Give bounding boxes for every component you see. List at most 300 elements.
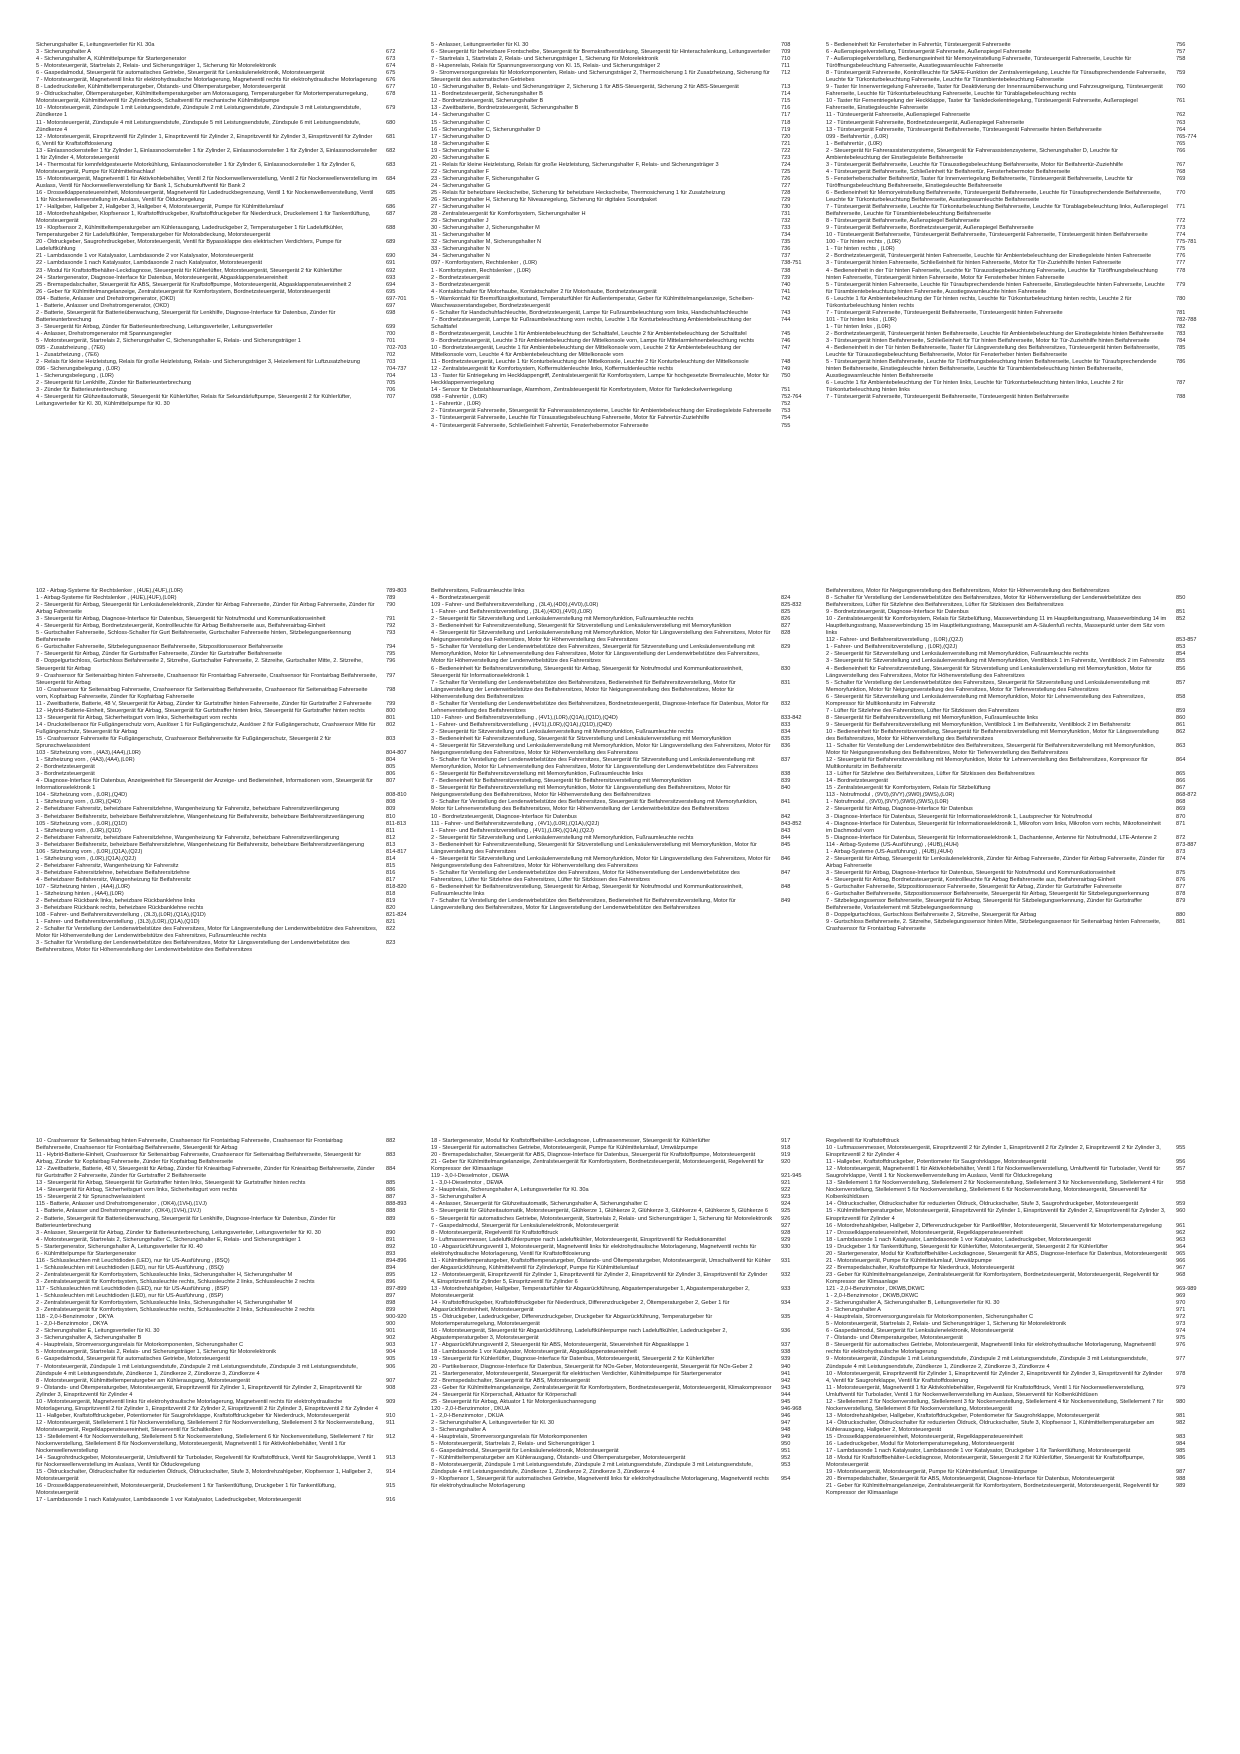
entry-title: 113 - Notrufmodul , (9V0),(9VY),(9W0),(9WS),(L0R) [826, 792, 955, 799]
index-entry [826, 282, 1206, 296]
entry-title: 19 - Steuergerät für Kühlerlüfter, Diagnose-Interface für Datenbus, Motorsteuergerät, Steuergerät 2 für Kühlerlüfter [431, 1356, 715, 1363]
index-entry [826, 792, 1206, 799]
entry-title: 30 - Sicherungshalter J, Sicherungshalter M [431, 225, 540, 232]
entry-page: 814-817 [386, 848, 407, 855]
entry-page: 703 [386, 359, 396, 366]
index-entry [431, 105, 811, 112]
index-entry [431, 1420, 811, 1427]
entry-title: Sicherungshalter E, Leitungsverteiler für Kl. 30a [36, 42, 155, 48]
entry-page: 778 [1176, 267, 1186, 274]
entry-title: 5 - Gurtschalter Fahrerseite, Sitzpositionssensor Fahrerseite, Steuergerät für Airbag, Zünder für Gurtstraffer Fahrerseite [826, 883, 1122, 890]
index-entry [826, 722, 1206, 729]
index-entry [431, 387, 811, 394]
entry-page: 905 [386, 1356, 396, 1363]
index-entry [36, 792, 416, 799]
index-entry [431, 84, 811, 91]
index-entry [36, 919, 416, 926]
entry-title: 2 - Türsteuergerät Fahrerseite, Steuergerät für Fahrerassistenzsysteme, Leuchte für Ambientebeleuchtung der Einstiegsleiste Fahrerseite [431, 408, 772, 415]
entry-page: 825 [781, 609, 791, 616]
entry-title: 8 - Steuergerät für Beifahrersitzverstellung mit Memoryfunktion, Motor für Längsverstellung des Beifahrersitzes, Motor für Neigungsverstellung des Beifahrersitzes, Motor für Höhenverstellung des Beifahrersitzes [431, 785, 731, 799]
index-entry [431, 1159, 811, 1173]
index-entry [36, 799, 416, 806]
index-entry [826, 84, 1206, 98]
index-entry [431, 98, 811, 105]
entry-page: 788 [1176, 394, 1186, 401]
entry-title: 5 - Bedieneinheit für Fensterheber in Fahrertür, Türsteuergerät Fahrerseite [826, 42, 1011, 48]
entry-title: 14 - Bordnetzsteuergerät [826, 778, 888, 785]
entry-title: 2 - Hauptrelais, Sicherungshalter A, Leitungsverteiler für Kl. 30a [431, 1187, 589, 1194]
entry-page: 739 [781, 274, 791, 281]
entry-title: 3 - Türsteuergerät Beifahrerseite, Leuchte für Türausstiegsbeleuchtung Beifahrerseite, Motor für Beifahrertür-Zuziehhilfe [826, 161, 1124, 168]
entry-page: 923 [781, 1194, 791, 1201]
entry-title: 1 - Schlussleuchten mit Leuchtdioden (LED), nur für US-Ausführung , (8SP) [36, 1293, 224, 1300]
index-entry [826, 1166, 1206, 1180]
entry-title: 4 - Sicherungshalter A, Kühlmittelpumpe für Startergenerator [36, 56, 187, 63]
entry-title: 19 - Steuergerät für automatisches Getriebe, Motorsteuergerät, Pumpe für Kühlmittelumlauf, Umwälzpumpe [431, 1145, 698, 1152]
entry-page: 705 [386, 380, 396, 387]
entry-title: 13 - Stellelement 4 für Nockenverstellung, Stellelement 5 für Nockenverstellung, Stellelement 6 für Nockenverstellung, Stellelement 7 für Nockenverstellung, Stellelement 8 für Nockenverstellung, Motorsteuergerät, Magnetventil 1 für Aktivkohlebehälter, Ventil 1 für Nockenwellenverstellung [36, 1433, 374, 1455]
entry-page: 928 [781, 1229, 791, 1236]
index-entry [826, 785, 1206, 792]
index-entry [36, 1279, 416, 1286]
entry-title: 115 - Batterie, Anlasser und Drehstromgenerator , (OK4),(1VH),(1VJ) [36, 1201, 207, 1208]
entry-title: 8 - Ladedrucksteller, Kühlmitteltemperaturgeber, Ölstands- und Öltemperaturgeber, Motorsteuergerät [36, 84, 286, 91]
entry-page: 985 [1176, 1448, 1186, 1455]
entry-page: 735 [781, 239, 791, 246]
index-entry [431, 701, 811, 715]
entry-page: 883 [386, 1152, 396, 1159]
index-entry [431, 814, 811, 821]
index-entry [431, 630, 811, 644]
index-entry [431, 310, 811, 317]
entry-page: 830 [781, 665, 791, 672]
entry-page: 807 [386, 778, 396, 785]
entry-title: 11 - Motorsteuergerät, Magnetventil 1 für Aktivkohlebehälter, Regelventil für Kraftstoffdruck, Ventil 1 für Nockenwellenverstellung, Umluftventil für Turbolader, Ventil 1 für Nockenwellenverstellung im Auslass, Steuerventil für Kolbenkühldüsen [826, 1384, 1145, 1398]
index-entry [826, 260, 1206, 267]
entry-page: 800 [386, 707, 396, 714]
entry-title: 1 - Tür hinten links , (L0R) [826, 323, 891, 330]
index-entry [36, 260, 416, 267]
entry-title: 5 - Motorsteuergerät, Startrelais 2, Relais- und Sicherungsträger 1 [431, 1441, 595, 1448]
entry-title: 9 - Stromversorgungsrelais für Motorkomponenten, Relais- und Sicherungsträger 2, Thermosicherung 1 für Zusatzheizung, Sicherung für Steuergerät des automatischen Getriebes [431, 70, 770, 84]
entry-page: 828 [781, 630, 791, 637]
index-entry [826, 1159, 1206, 1166]
index-entry [431, 666, 811, 680]
index-entry [36, 828, 416, 835]
entry-title: 23 - Modul für Kraftstoffbehälter-Leckdiagnose, Steuergerät für Kühlerlüfter, Motorsteuergerät, Steuergerät 2 für Kühlerlüfter [36, 267, 343, 274]
entry-title: 3 - Steuergerät für Airbag, Diagnose-Interface für Datenbus, Steuergerät für Notrufmodul und Kommunikationseinheit [36, 616, 326, 623]
index-entry [826, 1455, 1206, 1469]
index-entry [36, 1187, 416, 1194]
index-section-3 [36, 1138, 1206, 1718]
entry-title: 4 - Diagnose-Interface für Datenbus, Anzeigeeinheit für Steuergerät der Anzeige- und Bedieneinheit, Informationen vorn, Steuergerät für Informationselektronik 1 [36, 778, 373, 792]
index-entry [826, 1314, 1206, 1321]
index-entry [826, 1371, 1206, 1385]
entry-title: 3 - Bedieneinheit für Fahrersitzverstellung, Steuergerät für Sitzverstellung und Lenksäulenverstellung mit Memoryfunktion, Motor für Längsverstellung des Fahrersitzes [431, 841, 757, 855]
entry-page: 873-887 [1176, 841, 1197, 848]
index-entry [36, 814, 416, 821]
entry-page: 918 [781, 1145, 791, 1152]
entry-page: 699 [386, 323, 396, 330]
entry-title: 4 - Türsteuergerät Beifahrerseite, Schließeinheit für Beifahrertür, Fensterhebermotor Beifahrerseite [826, 168, 1071, 175]
entry-title: 11 - Bordnetzsteuergerät, Leuchte 1 für Konturbeleuchtung der Mittelkonsole, Leuchte 2 für Konturbeleuchtung der Mittelkonsole [431, 359, 749, 366]
index-entry [826, 239, 1206, 246]
entry-page: 836 [781, 743, 791, 750]
entry-page: 857 [1176, 679, 1186, 686]
entry-title: 5 - Fensterheberschalter Beifahrertür, Taster für Innenverriegelung Beifahrerseite, Türsteuergerät Beifahrerseite, Leuchte für Türöffnungsbeleuchtung Beifahrerseite, Einstiegsleuchte Beifahrerseite [826, 175, 1133, 189]
index-entry [826, 232, 1206, 239]
index-entry [36, 891, 416, 898]
index-entry [826, 821, 1206, 835]
entry-page: 903 [386, 1342, 396, 1349]
entry-page: 858 [1176, 693, 1186, 700]
index-entry [36, 1497, 416, 1504]
entry-title: 5 - Anlasser, Leitungsverteiler für Kl. 30 [431, 42, 529, 48]
entry-title: 3 - Sicherungshalter A [431, 1426, 487, 1433]
entry-page: 840 [781, 785, 791, 792]
index-entry [826, 246, 1206, 253]
index-entry [431, 1399, 811, 1406]
index-entry [431, 141, 811, 148]
entry-title: 1 - Zusatzheizung , (7E6) [36, 352, 99, 359]
index-entry [36, 42, 416, 49]
entry-page: 690 [386, 253, 396, 260]
index-entry [826, 359, 1206, 380]
entry-page: 981 [1176, 1412, 1186, 1419]
index-entry [826, 141, 1206, 148]
entry-page: 685 [386, 189, 396, 196]
index-entry [36, 1314, 416, 1321]
entry-title: 7 - Lüfter für Sitzlehne des Fahrersitzes, Lüfter für Sitzkissen des Fahrersitzes [826, 707, 1020, 714]
index-entry [431, 169, 811, 176]
entry-title: 2 - Sicherungshalter E, Leitungsverteiler für Kl. 30 [36, 1328, 160, 1335]
entry-page: 782 [1176, 323, 1186, 330]
index-entry [431, 1413, 811, 1420]
entry-page: 841 [781, 799, 791, 806]
entry-title: 7 - Sitzbelegungssensor Beifahrerseite, Steuergerät für Airbag, Steuergerät für Sitzbelegungserkennung, Zünder für Gurtstraffer Beifahrerseite, Vorlastelement mit Sitzbelegungserkennung [826, 898, 1143, 912]
index-entry [431, 373, 811, 387]
index-column [826, 1138, 1206, 1718]
entry-title: 24 - Sicherungshalter G [431, 182, 491, 189]
entry-title: 4 - Kontaktschalter für Motorhaube, Kontaktschalter 2 für Motorhaube, Bordnetzsteuergerät [431, 288, 657, 295]
entry-page: 715 [781, 98, 791, 105]
index-entry [431, 401, 811, 408]
entry-title: 1 - Fahrer- und Beifahrersitzverstellung , (L0R),(Q2J) [826, 644, 958, 651]
entry-page: 955 [1176, 1145, 1186, 1152]
entry-title: 20 - Sicherungshalter E [431, 154, 490, 161]
entry-page: 701 [386, 337, 396, 344]
index-column [826, 588, 1206, 1118]
index-entry [36, 856, 416, 863]
index-entry [826, 588, 1206, 595]
index-entry [36, 289, 416, 296]
entry-title: 25 - Steuergerät für Airbag, Aktuator 1 für Motorgeräuschanregung [431, 1398, 596, 1405]
entry-title: 10 - Bedieneinheit für Beifahrersitzverstellung, Steuergerät für Beifahrersitzverstellung mit Memoryfunktion, Motor für Längsverstellung des Beifahrersitzes, Motor für Höhenverstellung des Beifahrersitzes [826, 728, 1159, 742]
entry-page: 803 [386, 735, 396, 742]
entry-title: 2 - Bordnetzsteuergerät, Türsteuergerät hinten Fahrerseite, Leuchte für Ambientebeleuchtung der Einstiegsleiste hinten Fahrerseite [826, 253, 1152, 260]
entry-page: 785 [1176, 345, 1186, 352]
entry-page [1176, 1138, 1206, 1145]
entry-title: 12 - Zentralsteuergerät für Komfortsystem, Koffermuldenleuchte links, Koffermuldenleuchte rechts [431, 366, 673, 373]
entry-title: 7 - Steuergerät für Airbag, Zünder für Gurtstraffer Fahrerseite, Zünder für Gurtstraffer Beifahrerseite [36, 651, 283, 658]
entry-title: 18 - Lambdasonde 1 vor Katalysator, Motorsteuergerät, Abgasklappensteuereinheit [431, 1349, 637, 1356]
entry-title: 16 - Drosselklappensteuereinheit, Motorsteuergerät, Druckelement 1 für Tankentlüftung, Druckgeber 1 für Tankentlüftung, Motorsteuergerät [36, 1483, 336, 1497]
index-entry [36, 715, 416, 722]
index-entry [431, 1145, 811, 1152]
index-entry [431, 616, 811, 623]
entry-page: 970 [1176, 1300, 1186, 1307]
entry-title: 5 - Schalter für Verstellung der Lendenwirbelstütze des Fahrersitzes, Motor für Höhenverstellung der Lendenwirbelstütze des Fahrersitzes, Lüfter für Sitzlehne des Fahrersitzes, Lüfter für Sitzkissen des Fahrersitzes [431, 869, 740, 883]
index-entry [36, 1328, 416, 1335]
entry-page: 695 [386, 288, 396, 295]
index-entry [431, 275, 811, 282]
index-entry [431, 1237, 811, 1244]
index-entry [431, 821, 811, 828]
index-entry [36, 1349, 416, 1356]
entry-title: 22 - Bremspedalschalter, Kraftstoffpumpe für Niederdruck, Motorsteuergerät [826, 1264, 1015, 1271]
entry-page: 808-810 [386, 792, 407, 799]
entry-page: 700 [386, 330, 396, 337]
index-entry [431, 296, 811, 310]
entry-title: 7 - Schalter für Verstellung der Lendenwirbelstütze des Beifahrersitzes, Bedieneinheit für Beifahrersitzverstellung, Motor für Längsverstellung der Lendenwirbelstütze des Beifahrersitzes, Motor für Neigungsverstellung des Beifahrersitzes, Motor für Höhenverstellung des Beifahrersitzes [431, 679, 736, 700]
entry-title: 4 - Steuergerät für Sitzverstellung und Lenksäulenverstellung mit Memoryfunktion, Motor für Längsverstellung des Fahrersitzes, Motor für Neigungsverstellung des Fahrersitzes, Motor für Höhenverstellung des Fahrersitzes [431, 743, 771, 757]
entry-page: 781 [1176, 309, 1186, 316]
index-entry [36, 1251, 416, 1258]
index-entry [36, 806, 416, 813]
entry-page: 764 [1176, 126, 1186, 133]
entry-page: 940 [781, 1363, 791, 1370]
index-section-2 [36, 588, 1206, 1118]
entry-title: 5 - Türsteuergerät hinten Beifahrerseite, Leuchte für Türöffnungsbeleuchtung hinten Beifahrerseite, Leuchte für Türaufsprechendende hinten Beifahrerseite, Einstiegsleuchte hinten Beifahrerseite, Leuchte für Türambientebeleuchtung hinten Beifahrerseite, Ausstiegswarnleuchte hinten Beifahrerseite [826, 359, 1157, 380]
index-entry [431, 225, 811, 232]
entry-title: 8 - Steuergerät für Beifahrersitzverstellung mit Memoryfunktion, Fußraumleuchte links [826, 714, 1039, 721]
entry-title: 5 - Gurtschalter Fahrerseite, Schloss-Schalter für Gurt Beifahrerseite, Gurtschalter Fahrerseite hinten, Sitzbelegungserkennung Beifahrerseite [36, 630, 351, 644]
entry-title: 7 - Kühlmitteltemperaturgeber am Kühlerausgang, Ölstands- und Öltemperaturgeber, Motorsteuergerät [431, 1455, 686, 1462]
index-entry [36, 162, 416, 176]
entry-page: 936 [781, 1328, 791, 1335]
entry-title: 2 - Steuergerät für Airbag, Steuergerät für Lenksäulenelektronik, Zünder für Airbag Fahrerseite, Zünder für Airbag Fahrerseite, Zünder für Airbag Fahrerseite [826, 855, 1165, 869]
index-entry [826, 856, 1206, 870]
entry-title: 11 - Hallgeber, Kraftstoffdruckgeber, Potentiometer für Saugrohrklappe, Kraftstoffdruckgeber für Niederdruck, Motorsteuergerät [36, 1412, 350, 1419]
entry-page: 886 [386, 1187, 396, 1194]
entry-title: 8 - Doppelgurtschloss, Gurtschloss Beifahrerseite 2, Sitzreihe, Gurtschalter Fahrerseite, 2. Sitzreihe, Gurtschalter Mitte, 2. Sitzreihe, Steuergerät für Airbag [36, 658, 363, 672]
entry-page: 855 [1176, 658, 1186, 665]
entry-page: 894-896 [386, 1257, 407, 1264]
index-entry [431, 366, 811, 373]
entry-page: 853-857 [1176, 637, 1197, 644]
entry-title: 16 - Ladedruckgeber, Modul für Motortemperaturregelung, Motorsteuergerät [826, 1441, 1015, 1448]
entry-page: 742 [781, 295, 791, 302]
entry-page: 688 [386, 225, 396, 232]
index-entry [36, 239, 416, 253]
entry-title: 2 - Bordnetzsteuergerät [431, 274, 490, 281]
entry-page: 737 [781, 253, 791, 260]
entry-page: 897-899 [386, 1285, 407, 1292]
index-entry [826, 1293, 1206, 1300]
entry-page: 771 [1176, 204, 1186, 211]
entry-page: 792 [386, 623, 396, 630]
index-entry [36, 1356, 416, 1363]
entry-title: 6 - Gaspedalmodul, Steuergerät für Lenksäulenelektronik, Motorsteuergerät [431, 1448, 619, 1455]
index-entry [826, 1272, 1206, 1286]
index-entry [36, 1455, 416, 1469]
index-entry [826, 324, 1206, 331]
entry-page: 789-803 [386, 588, 407, 594]
index-entry [826, 870, 1206, 877]
entry-title: 2 - Steuergerät für Airbag, Diagnose-Interface für Datenbus [826, 806, 973, 813]
entry-title: 1 - Sitzheizung vorn , (L0R),(Q1D) [36, 827, 121, 834]
entry-page [1176, 588, 1206, 595]
entry-title: 21 - Geber für Kühlmittelmangelanzeige, Zentralsteuergerät für Komfortsystem, Bordnetzsteuergerät, Motorsteuergerät, Regelventil für Kompressor der Klimaanlage [826, 1483, 1159, 1497]
entry-title: 1 - Fahrer- und Beifahrersitzverstellung , (4V1),(L0R),(Q1A),(Q2J) [431, 827, 594, 834]
entry-page: 825-832 [781, 602, 802, 609]
entry-title: 20 - Startergenerator, Modul für Kraftstoffbehälter-Leckdiagnose, Steuergerät für ABS, Diagnose-Interface für Datenbus, Motorsteuergerät [826, 1250, 1167, 1257]
entry-page: 948 [781, 1426, 791, 1433]
entry-page: 900-920 [386, 1314, 407, 1321]
index-entry [826, 1420, 1206, 1434]
entry-title: 098 - Fahrertür , (L0R) [431, 394, 487, 401]
entry-title: 16 - Motordrehzahlgeber, Hallgeber 2, Differenzdruckgeber für Partikelfilter, Motorsteuergerät, Steuerventil für Motortemperaturregelung [826, 1222, 1162, 1229]
entry-page: 782-788 [1176, 316, 1197, 323]
entry-title: 8 - Bordnetzsteuergerät, Leuchte 1 für Ambientebeleuchtung der Schalttafel, Leuchte 2 für Ambientebeleuchtung der Schalttafel [431, 330, 747, 337]
entry-title: 097 - Komfortsystem, Rechtslenker , (L0R) [431, 260, 538, 267]
entry-title: 17 - Hallgeber, Hallgeber 2, Hallgeber 3, Hallgeber 4, Motorsteuergerät, Pumpe für Kühlmittelumlauf [36, 204, 284, 211]
index-entry [826, 757, 1206, 771]
index-entry [826, 112, 1206, 119]
entry-page: 747 [781, 345, 791, 352]
entry-page: 962 [1176, 1229, 1186, 1236]
entry-title: 3 - Anlasser, Steuergerät für Airbag, Zünder für Batterieunterbrechung, Leitungsverteiler, Leitungsverteiler für Kl. 30 [36, 1229, 321, 1236]
entry-title: 7 - Schalter für Verstellung der Lendenwirbelstütze des Beifahrersitzes, Bedieneinheit für Beifahrersitzverstellung, Motor für Längsverstellung des Beifahrersitzes, Motor für Längsverstellung der Lendenwirbelstütze des Beifahrersitzes [431, 898, 736, 912]
entry-page: 741 [781, 288, 791, 295]
index-entry [431, 680, 811, 701]
index-entry [826, 680, 1206, 694]
entry-title: 18 - Sicherungshalter E [431, 140, 490, 147]
index-entry [431, 644, 811, 665]
entry-page: 959 [1176, 1201, 1186, 1208]
index-entry [431, 1152, 811, 1159]
entry-page: 906 [386, 1363, 396, 1370]
index-entry [826, 651, 1206, 658]
index-entry [431, 898, 811, 912]
entry-title: 099 - Beifahrertür , (L0R) [826, 133, 889, 140]
entry-title: 12 - Bordnetzsteuergerät, Sicherungshalter B [431, 98, 544, 105]
entry-title: 15 - Motorsteuergerät, Magnetventil 1 für Aktivkohlebehälter, Ventil 2 für Nockenwellenverstellung, Ventil 2 für Nockenwellenverstellung im Auslass, Ventil für Nockenwellenverstellung für Bank 1, Schubumluftventil für Bank 2 [36, 175, 378, 189]
index-column [36, 1138, 416, 1718]
entry-title: 1 - Sitzheizung vorn , (4A3),(4A4),(L0R) [36, 757, 135, 764]
entry-title: 3 - Zentralsteuergerät für Komfortsystem, Schlussleuchte rechts, Schlussleuchte 2 links, Schlussleuchte 2 rechts [36, 1278, 315, 1285]
entry-page: 911 [386, 1419, 395, 1426]
index-entry [431, 771, 811, 778]
index-entry [36, 380, 416, 387]
entry-page: 945 [781, 1398, 791, 1405]
entry-page: 717 [781, 112, 791, 119]
entry-title: 5 - Motorsteuergerät, Startrelais 2, Relais- und Sicherungsträger 1, Sicherung für Motorelektronik [36, 1349, 277, 1356]
entry-page: 975 [1176, 1335, 1186, 1342]
entry-page: 729 [781, 197, 791, 204]
entry-title: 4 - Hauptrelais, Stromversorgungsrelais für Motorkomponenten, Sicherungshalter C [36, 1342, 244, 1349]
entry-page: 910 [386, 1412, 396, 1419]
entry-page: 946-968 [781, 1405, 802, 1412]
entry-page: 694 [386, 281, 396, 288]
index-entry [826, 169, 1206, 176]
entry-page: 790 [386, 602, 396, 609]
index-entry [826, 394, 1206, 401]
index-entry [36, 204, 416, 211]
index-entry [826, 331, 1206, 338]
index-entry [36, 1364, 416, 1378]
index-entry [431, 856, 811, 870]
index-entry [36, 1469, 416, 1483]
entry-page: 702 [386, 352, 396, 359]
index-entry [826, 609, 1206, 616]
entry-page: 813 [386, 841, 396, 848]
index-entry [36, 1194, 416, 1201]
index-entry [431, 120, 811, 127]
entry-title: 24 - Startergenerator, Diagnose-Interface für Datenbus, Motorsteuergerät, Abgasklappensteuereinheit [36, 274, 288, 281]
entry-page: 852 [1176, 616, 1186, 623]
index-entry [431, 1378, 811, 1385]
index-entry [826, 1286, 1206, 1293]
index-entry [826, 666, 1206, 680]
entry-page: 946 [781, 1412, 791, 1419]
index-entry [431, 282, 811, 289]
index-entry [36, 1300, 416, 1307]
index-entry [826, 743, 1206, 757]
index-entry [36, 1399, 416, 1413]
entry-page: 801 [386, 714, 396, 721]
entry-page: 756 [1176, 42, 1186, 48]
index-entry [431, 842, 811, 856]
index-entry [431, 588, 811, 595]
entry-page: 974 [1176, 1328, 1186, 1335]
entry-title: 20 - Bremspedalschalter, Steuergerät für ABS, Diagnose-Interface für Datenbus, Steuergerät für Kraftstoffpumpe, Motorsteuergerät [431, 1152, 756, 1159]
entry-title: 6 - Gaspedalmodul, Steuergerät für Lenksäulenelektronik, Motorsteuergerät [826, 1328, 1014, 1335]
entry-page: 853 [1176, 644, 1186, 651]
entry-title: 112 - Fahrer- und Beifahrersitzverstellung , (L0R),(Q2J) [826, 637, 963, 644]
entry-page: 693 [386, 274, 396, 281]
entry-title: 13 - Türsteuergerät Fahrerseite, Türsteuergerät Beifahrerseite, Türsteuergerät Fahrerseite hinten Beifahrerseite [826, 126, 1102, 133]
entry-title: 9 - Bordnetzsteuergerät, Leuchte 3 für Ambientebeleuchtung der Mittelkonsole vorn, Lampe für Mittelarmlehnenbeleuchtung rechts [431, 337, 755, 344]
entry-title: 11 - Hybrid-Batterie-Einheit, Crashsensor für Seitenairbag Fahrerseite, Crashsensor für Seitenairbag Beifahrerseite, Steuergerät für Airbag, Zünder für Kopfairbag Fahrerseite, Zünder für Kopfairbag Beifahrerseite [36, 1152, 362, 1166]
index-entry [431, 1138, 811, 1145]
index-entry [431, 56, 811, 63]
index-entry [826, 134, 1206, 141]
entry-page: 823 [386, 940, 396, 947]
entry-page: 949 [781, 1433, 791, 1440]
index-entry [826, 1385, 1206, 1399]
entry-title: 4 - Hauptrelais, Stromversorgungsrelais für Motorkomponenten, Sicherungshalter C [826, 1314, 1034, 1321]
entry-page: 748 [781, 359, 791, 366]
index-entry [826, 225, 1206, 232]
index-entry [36, 842, 416, 849]
entry-title: 3 - Bordnetzsteuergerät [431, 281, 490, 288]
entry-page: 965 [1176, 1250, 1186, 1257]
entry-page: 716 [781, 105, 791, 112]
index-entry [826, 898, 1206, 912]
entry-page: 904 [386, 1349, 396, 1356]
entry-title: 9 - Schalter für Verstellung der Lendenwirbelstütze des Beifahrersitzes, Steuergerät für Beifahrersitzverstellung mit Memoryfunktion, Motor für Lehnenverstellung des Beifahrersitzes, Motor für Höhenverstellung der Lendenwirbelstütze des Beifahrersitzes [431, 799, 758, 813]
entry-page: 750 [781, 373, 791, 380]
index-entry [36, 623, 416, 630]
entry-page: 934 [781, 1300, 791, 1307]
index-entry [431, 884, 811, 898]
index-entry [36, 387, 416, 394]
index-column [431, 1138, 811, 1718]
index-entry [36, 884, 416, 891]
entry-title: 104 - Sitzheizung vorn , (L0R),(Q4D) [36, 792, 128, 799]
entry-title: 29 - Sicherungshalter J [431, 218, 489, 225]
